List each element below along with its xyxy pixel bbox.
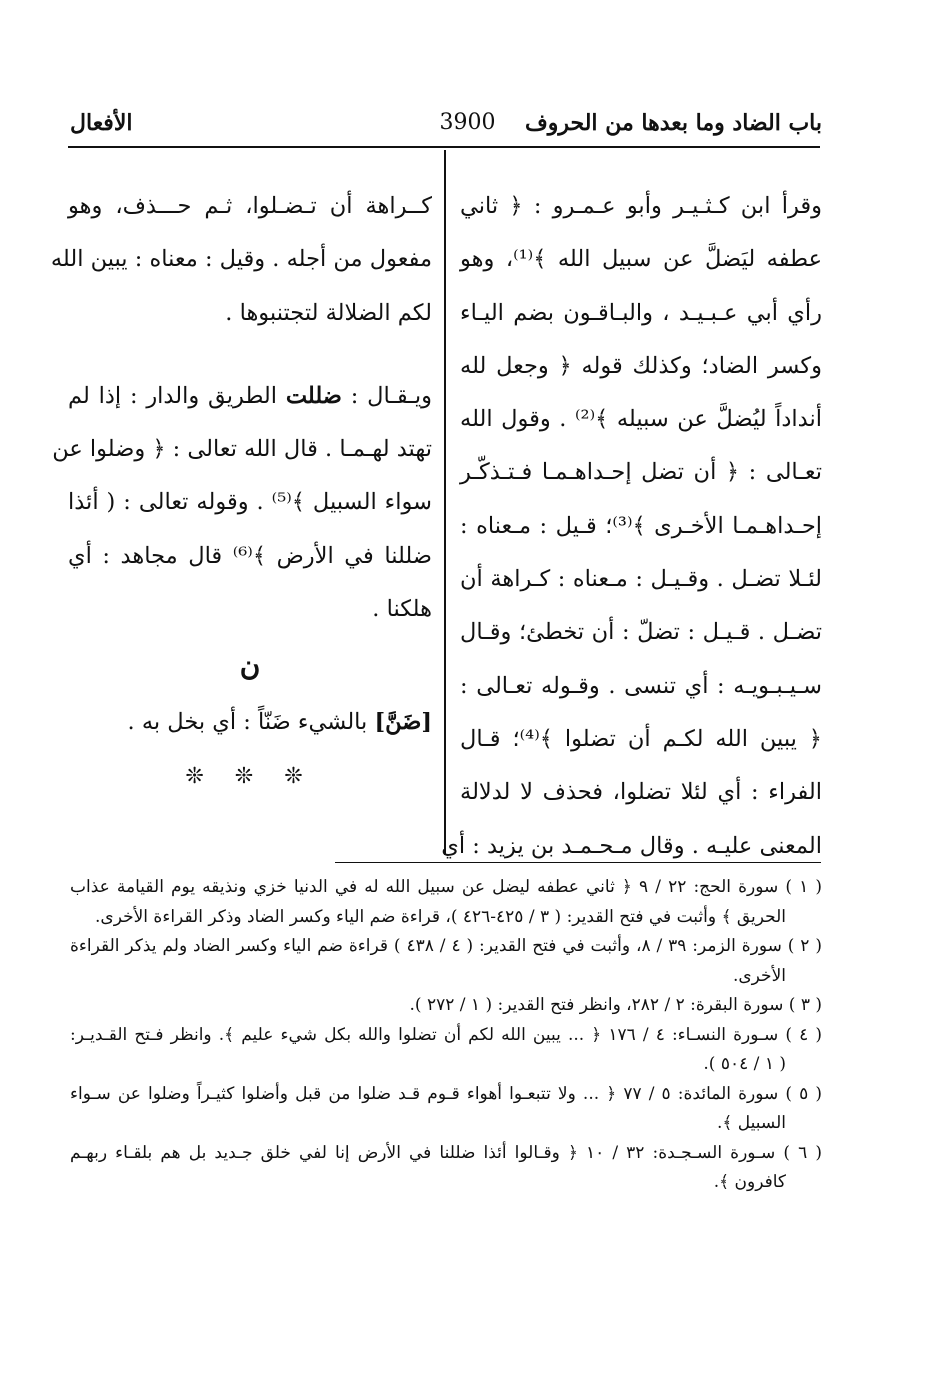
footnote-line: ( ١ ) سورة الحج: ٢٢ / ٩ ﴿ ثاني عطفه ليضل عن سبيل الله له في الدنيا خزي ونذيقه يوم القيامة عذاب [70,877,823,897]
footnote-line: ( ٥ ) سورة المائدة: ٥ / ٧٧ ﴿ ... ولا تتبعـوا أهواء قـوم قـد ضلوا من قبل وأضلوا كثيـراً وضلوا عن سـواء [70,1083,822,1104]
footnote-3 [70,991,822,1021]
text-line: إحـداهـمـا الأخـرى ﴾⁽³⁾؛ قـيل : مـعناه : [460,512,822,539]
footnotes [70,873,822,1198]
entry-prefix: ويـقـال : [341,382,432,409]
footnote-4 [70,1021,822,1080]
header-rule [68,146,820,148]
text-line: مفعول من أجله . وقيل : معناه : يبين الله [50,246,432,273]
text-line: ضللنا في الأرض ﴾⁽⁶⁾ قال مجاهد : أي [68,542,432,569]
text-line: سواء السبيل ﴾⁽⁵⁾ . وقوله تعالى : ( أئذا [68,489,432,516]
entry-rest: الطريق والدار : إذا لم [68,382,286,409]
page-number: 3900 [439,110,496,135]
text-line: وكسر الضاد؛ وكذلك قوله ﴿ وجعل لله [460,352,822,379]
text-line: تضـل . قـيـل : تضلّ : أن تخطئ؛ وقـال [460,619,822,646]
entry-definition: بالشيء ضَنّاً : أي بخل به . [127,709,375,736]
footnote-line: كافرون ﴾. [713,1172,786,1192]
text-line: عطفه ليَضلَّ عن سبيل الله ﴾⁽¹⁾، وهو [460,246,823,273]
text-line: كــراهة أن تـضـلوا، ثـم حـــذف، وهو [68,193,432,219]
text-line: تهتد لهـمـا . قال الله تعالى : ﴿ وضلوا عن [52,436,432,463]
text-line: الفراء : أي لئلا تضلوا، فحذف لا لدلالة [460,779,822,806]
footnote-6 [70,1139,822,1198]
footnote-line: ( ٤ ) سـورة النسـاء: ٤ / ١٧٦ ﴿ ... يبين الله لكم أن تضلوا والله بكل شيء عليم ﴾. وانظر فـتح القـديـر: [70,1024,823,1045]
left-column [50,180,432,803]
footnote-line: ( ٢ ) سورة الزمر: ٣٩ / ٨، وأثبت في فتح القدير: ( ٤ / ٤٣٨ ) قراءة ضم الياء وكسر الضاد ولم يذكر القراءة [70,936,822,956]
footnote-1 [70,873,822,932]
footnote-line: السبيل ﴾. [717,1113,786,1133]
paragraph-gap [68,340,432,370]
column-divider [444,150,446,855]
footnote-2 [70,932,822,991]
text-line: المعنى عليـه . وقال مـحـمـد بن يزيد : أي [441,832,822,859]
footnote-rule [335,862,821,863]
footnote-line: ( ١ / ٥٠٤ ). [703,1054,786,1074]
text-line: هلكنا . [372,596,432,623]
footnote-line: الأخرى. [732,965,786,986]
running-header-chapter: باب الضاد وما بعدها من الحروف [524,110,822,136]
footnote-line: ( ٦ ) سـورة السـجـدة: ٣٢ / ١٠ ﴿ وقـالوا أئذا ضللنا في الأرض إنا لفي خلق جـديد بل هم بلقـاء ربهـم [70,1142,822,1163]
text-line: سـيـبـويـه : أي تنسى . وقـوله تعـالى : [460,672,822,699]
letter-heading: ن [239,649,261,683]
footnote-line: ( ٣ ) سورة البقرة: ٢ / ٢٨٢، وانظر فتح القدير: ( ١ / ٢٧٢ ). [409,995,822,1015]
text-line: لكم الضلالة لتجتنبوها . [225,299,432,326]
text-line: أنداداً ليُضلَّ عن سبيله ﴾⁽²⁾ . وقول الله [460,406,822,433]
text-line: وقرأ ابن كـثـيـر وأبو عـمـرو : ﴿ ثاني [460,193,822,219]
text-line: لئـلا تضـل . وقـيـل : مـعناه : كـراهة أن [460,566,822,593]
text-line: رأي أبي عـبـيـد ، والبـاقـون بضم اليـاء [460,299,822,326]
footnote-5 [70,1080,822,1139]
footnote-line: الحريق ﴾ وأثبت في فتح القدير: ( ٣ / ٤٢٥-٤٢٦ )، قراءة ضم الياء وكسر الضاد وذكر القراءة الأخرى. [95,906,786,927]
text-line: ﴿ يبين الله لكـم أن تضلوا ﴾⁽⁴⁾؛ قـال [460,725,822,752]
right-column [441,180,823,873]
running-header-section: الأفعال [70,110,133,136]
entry-keyword: ضللت [285,382,342,409]
section-end-ornament: ❊ ❊ ❊ [185,763,315,789]
text-line: تعـالى : ﴿ أن تضل إحـداهـمـا فـتـذكّـر [460,459,822,486]
text-line [68,370,432,423]
entry-headword: [ضَنَّ] [374,709,432,736]
dictionary-entry [68,696,432,749]
